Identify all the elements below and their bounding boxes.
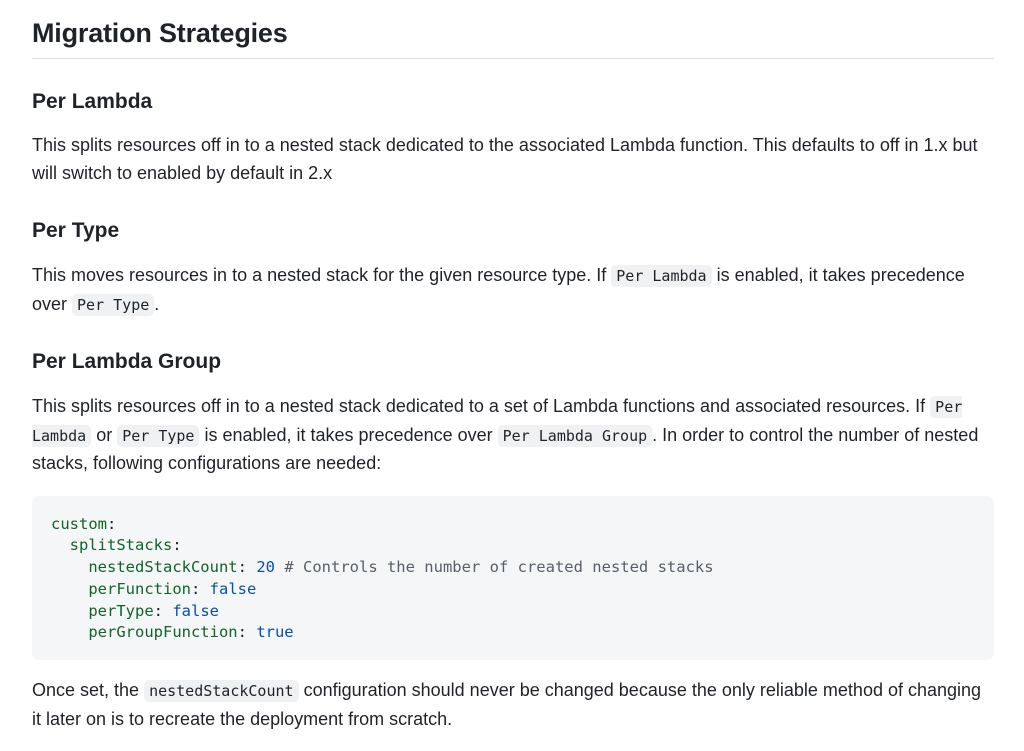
inline-code: nestedStackCount bbox=[144, 680, 299, 702]
paragraph-text: configuration should never be changed because the only reliable method of changing it later on is to recreate the deployment from scratch. bbox=[32, 680, 982, 729]
code-value: false bbox=[209, 579, 257, 598]
code-block[interactable]: custom: splitStacks: nestedStackCount: 20 # Controls the number of created nested stacks perFunction: false perType: false perGroupFunction: true bbox=[32, 496, 994, 661]
inline-code: Per Type bbox=[72, 294, 154, 316]
code-key: perGroupFunction bbox=[88, 623, 238, 642]
paragraph-text: . bbox=[154, 293, 160, 314]
paragraph-text: Once set, the bbox=[32, 680, 145, 701]
code-value: 20 bbox=[256, 558, 275, 577]
paragraph-text: is enabled, it takes precedence over bbox=[32, 265, 965, 314]
paragraph-closing bbox=[32, 677, 994, 733]
code-key: custom bbox=[51, 514, 107, 533]
paragraph-per-type bbox=[32, 262, 994, 319]
paragraph-text: This splits resources off in to a nested stack dedicated to a set of Lambda functions and associated resources. If bbox=[32, 396, 931, 416]
paragraph-per-lambda-group bbox=[32, 393, 994, 478]
heading-per-lambda: Per Lambda bbox=[32, 90, 153, 113]
paragraph-text: This moves resources in to a nested stack for the given resource type. If bbox=[32, 265, 612, 285]
page-title: Migration Strategies bbox=[32, 0, 994, 59]
code-comment: # Controls the number of created nested stacks bbox=[284, 558, 714, 577]
inline-code: Per Lambda Group bbox=[498, 425, 653, 447]
inline-code: Per Type bbox=[117, 425, 199, 447]
code-key: nestedStackCount bbox=[88, 558, 238, 577]
inline-code: Per Lambda bbox=[611, 265, 711, 287]
code-key: perFunction bbox=[88, 579, 191, 598]
inline-code: Per Lambda bbox=[32, 398, 963, 445]
code-value: true bbox=[256, 623, 294, 642]
heading-per-lambda-group: Per Lambda Group bbox=[32, 350, 222, 373]
paragraph-text: . In order to control the number of nested stacks, following configurations are needed: bbox=[32, 424, 979, 473]
code-value: false bbox=[172, 601, 219, 620]
code-key: perType bbox=[88, 601, 154, 620]
paragraph-text: or bbox=[91, 424, 118, 445]
heading-per-type: Per Type bbox=[32, 219, 120, 242]
paragraph-per-lambda: This splits resources off in to a nested stack dedicated to the associated Lambda function. This defaults to off in 1.x but will switch to enabled by default in 2.x bbox=[32, 135, 978, 183]
paragraph-text: is enabled, it takes precedence over bbox=[199, 424, 498, 445]
code-key: splitStacks bbox=[69, 536, 173, 555]
